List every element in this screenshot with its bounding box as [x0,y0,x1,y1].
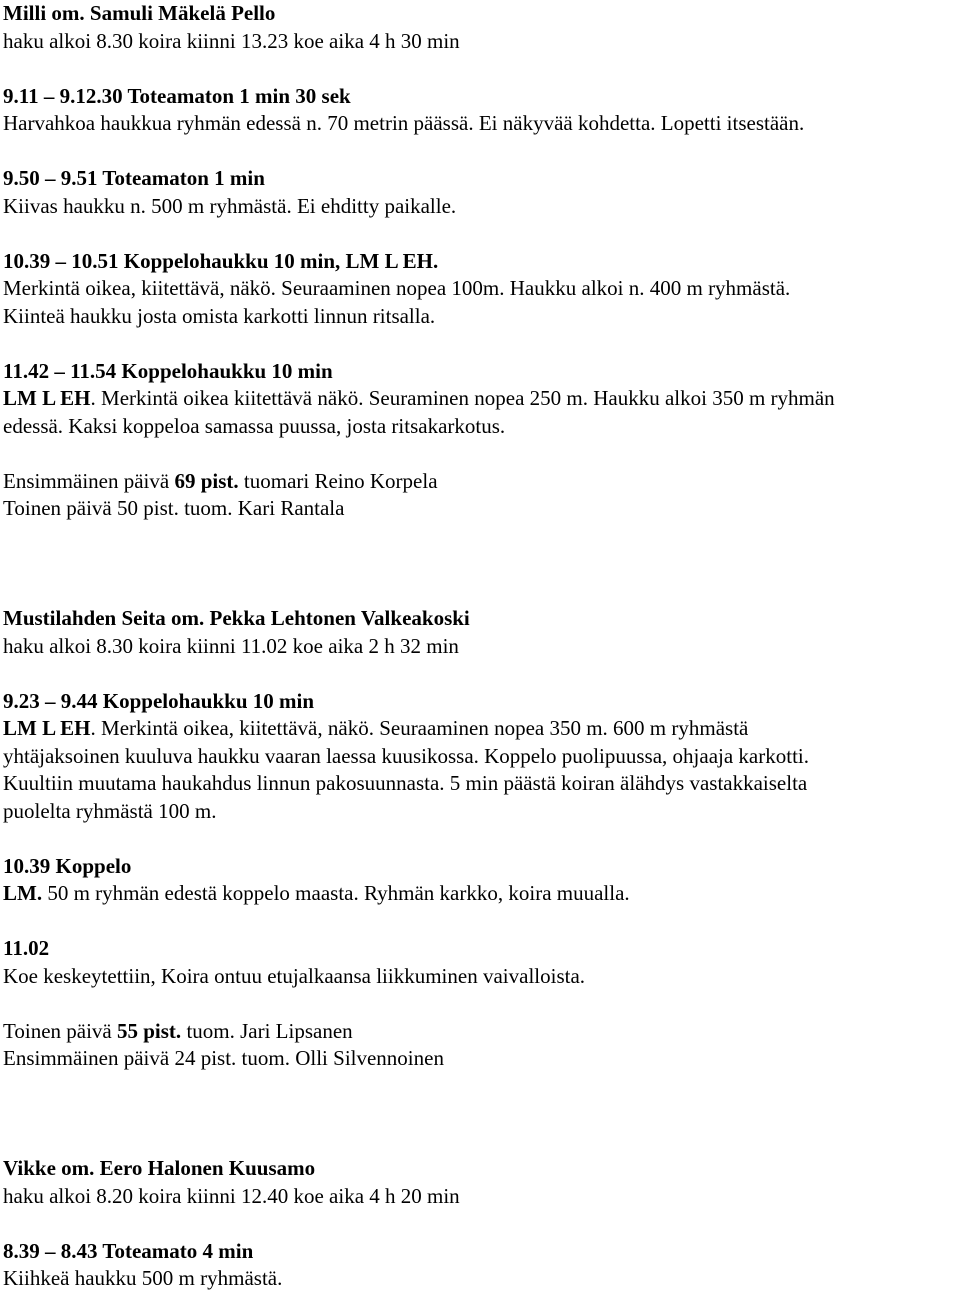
report1-entry3-head: 10.39 – 10.51 Koppelohaukku 10 min, LM L EH. [3,248,439,273]
report1-info: haku alkoi 8.30 koira kiinni 13.23 koe aika 4 h 30 min [3,28,460,53]
report2-entry2-grade: LM. [3,881,43,905]
report2-entry1-desc: . Merkintä oikea, kiitettävä, näkö. Seuraaminen nopea 350 m. 600 m ryhmästä [90,716,749,740]
report3-entry1-text: Kiihkeä haukku 500 m ryhmästä. [3,1266,283,1290]
report1-title: Milli om. Samuli Mäkelä Pello [3,1,276,25]
report1-entry4-grade: LM L EH [3,386,91,410]
report2-entry3-head: 11.02 [3,936,50,960]
report2-entry1-text-3: Kuultiin muutama haukahdus linnun pakosuunnasta. 5 min päästä koiran älähdys vastakkaiselta [3,771,808,795]
report1-entry4-text-1 [3,385,958,413]
report2-day2-judge: tuom. Jari Lipsanen [181,1018,353,1043]
report2-entry1-text-1 [3,715,958,743]
report3-entry1-head: 8.39 – 8.43 Toteamato 4 min [3,1238,254,1263]
report2-entry2-text [3,880,958,908]
report1-entry4-text-2: edessä. Kaksi koppeloa samassa puussa, josta ritsakarkotus. [3,413,506,438]
report1-day1-label: Ensimmäinen päivä [3,468,175,493]
report1-entry4-desc: . Merkintä oikea kiitettävä näkö. Seuraminen nopea 250 m. Haukku alkoi 350 m ryhmän [90,386,835,410]
report2-entry1-head: 9.23 – 9.44 Koppelohaukku 10 min [3,688,315,713]
report1-day1-points: 69 pist. [174,468,239,493]
report3-title: Vikke om. Eero Halonen Kuusamo [3,1156,316,1180]
report1-entry1-text: Harvahkoa haukkua ryhmän edessä n. 70 metrin päässä. Ei näkyvää kohdetta. Lopetti itsestään. [3,111,805,135]
report2-day2-points: 55 pist. [117,1018,182,1043]
report1-entry3-text-2: Kiinteä haukku josta omista karkotti linnun ritsalla. [3,303,436,328]
report3-info: haku alkoi 8.20 koira kiinni 12.40 koe aika 4 h 20 min [3,1183,460,1208]
report1-day1-judge: tuomari Reino Korpela [238,468,438,493]
report2-entry1-grade: LM L EH [3,716,91,740]
report1-entry2-head: 9.50 – 9.51 Toteamaton 1 min [3,166,265,190]
report2-day2-label: Toinen päivä [3,1018,117,1043]
report2-entry1-text-4: puolelta ryhmästä 100 m. [3,798,217,823]
report2-entry1-text-2: yhtäjaksoinen kuuluva haukku vaaran laessa kuusikossa. Koppelo puolipuussa, ohjaaja karkotti. [3,743,809,768]
report2-title: Mustilahden Seita om. Pekka Lehtonen Valkeakoski [3,606,470,630]
report1-day2: Toinen päivä 50 pist. tuom. Kari Rantala [3,496,345,520]
document-page [3,0,958,1293]
report2-day2 [3,1018,958,1046]
report1-entry2-text: Kiivas haukku n. 500 m ryhmästä. Ei ehditty paikalle. [3,193,457,218]
report1-entry1-head: 9.11 – 9.12.30 Toteamaton 1 min 30 sek [3,83,351,108]
report1-entry4-head: 11.42 – 11.54 Koppelohaukku 10 min [3,358,333,383]
report1-entry3-text-1: Merkintä oikea, kiitettävä, näkö. Seuraaminen nopea 100m. Haukku alkoi n. 400 m ryhmästä. [3,276,791,300]
report2-entry3-text: Koe keskeytettiin, Koira ontuu etujalkaansa liikkuminen vaivalloista. [3,963,586,988]
report2-entry2-head: 10.39 Koppelo [3,853,132,878]
report2-day1: Ensimmäinen päivä 24 pist. tuom. Olli Silvennoinen [3,1046,444,1070]
report2-info: haku alkoi 8.30 koira kiinni 11.02 koe aika 2 h 32 min [3,633,459,658]
report1-day1 [3,468,958,496]
report2-entry2-desc: 50 m ryhmän edestä koppelo maasta. Ryhmän karkko, koira muualla. [42,881,630,905]
